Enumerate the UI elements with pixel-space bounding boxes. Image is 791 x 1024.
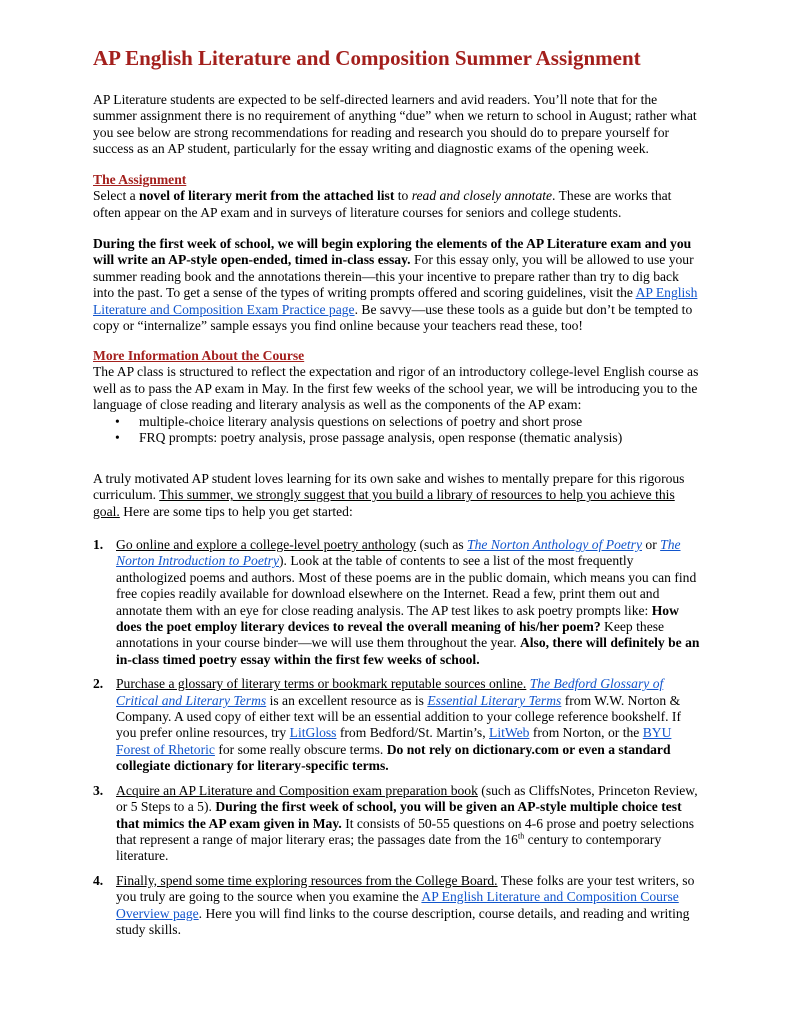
page-title: AP English Literature and Composition Summer Assignment — [93, 46, 641, 70]
tip-item-4: 4. Finally, spend some time exploring resources from the College Board. These folks are your test writers, so you truly are going to the source when you examine the AP English Literature and Composition Course Overview page. Here you will find links to the course description, course details, and reading and writing study skills. — [93, 872, 695, 937]
exam-components-list — [93, 414, 701, 447]
byu-forest-of-rhetoric-link[interactable]: BYU Forest of Rhetoric — [116, 725, 672, 757]
list-number: 3. — [93, 782, 104, 798]
list-number: 1. — [93, 537, 104, 552]
bullet-icon: • — [115, 430, 120, 446]
bedford-glossary-link[interactable]: The Bedford Glossary of Critical and Literary Terms — [116, 676, 664, 708]
list-item: • FRQ prompts: poetry analysis, prose passage analysis, open response (thematic analysis) — [115, 430, 623, 446]
course-overview-link[interactable]: AP English Literature and Composition Course Overview page — [116, 889, 679, 921]
list-number: 4. — [93, 872, 104, 888]
essay-paragraph: During the first week of school, we will begin exploring the elements of the AP Literature exam and you will write an AP-style open-ended, timed in-class essay. For this essay only, you will be allowed to use your summer reading book and the annotations therein—this your incentive to prepare rather than try to dig back into the past. To get a sense of the types of writing prompts offered and scoring guidelines, visit the AP English Literature and Composition Exam Practice page. Be savvy—use these tools as a guide but don’t be tempted to copy or “internalize” sample essays you find online because your teachers read these, too! — [93, 236, 698, 334]
litweb-link[interactable]: LitWeb — [489, 725, 530, 741]
bullet-icon: • — [115, 413, 120, 429]
tip-item-1: 1. Go online and explore a college-level poetry anthology (such as The Norton Anthology of Poetry or The Norton Introduction to Poetry). Look at the table of contents to see a list of the most frequently anthologized poems and authors. Most of these poems are in the public domain, which means you can find free copies readily available for download elsewhere on the Internet. Read a few, print them out and annotate them with an eye for close reading analysis. The AP test likes to ask poetry prompts like: How does the poet employ literary devices to reveal the overall meaning of his/her poem? Keep these annotations in your course binder—we will use them throughout the year. Also, there will definitely be an in-class timed poetry essay within the first few weeks of school. — [93, 537, 700, 667]
norton-introduction-link[interactable]: The Norton Introduction to Poetry — [116, 537, 681, 569]
essential-literary-terms-link[interactable]: Essential Literary Terms — [427, 692, 562, 708]
more-info-section — [93, 348, 701, 446]
assignment-section — [93, 172, 701, 221]
norton-anthology-link[interactable]: The Norton Anthology of Poetry — [467, 537, 643, 552]
intro-paragraph: AP Literature students are expected to be self-directed learners and avid readers. You’ll note that for the summer assignment there is no requirement of anything “due” when we return to school in August; rather what you see below are strong recommendations for reading and research you should do to prepare yourself for success as an AP student, particularly for the essay writing and diagnostic exams of the opening week. — [93, 92, 697, 157]
list-item: • multiple-choice literary analysis questions on selections of poetry and short prose — [115, 413, 583, 429]
tip-item-3: 3. Acquire an AP Literature and Composition exam preparation book (such as CliffsNotes, Princeton Review, or 5 Steps to a 5). During the first week of school, you will be given an AP-style multiple choice test that mimics the AP exam given in May. It consists of 50-55 questions on 4-6 prose and poetry selections that represent a range of major literary eras; the passages date from the 16th century to contemporary literature. — [93, 782, 698, 864]
motivation-paragraph: A truly motivated AP student loves learning for its own sake and wishes to mentally prepare for this rigorous curriculum. This summer, we strongly suggest that you build a library of resources to help you achieve this goal. Here are some tips to help you get started: — [93, 471, 685, 519]
list-number: 2. — [93, 676, 104, 692]
more-info-heading: More Information About the Course — [93, 348, 305, 363]
assignment-paragraph: Select a novel of literary merit from the attached list to read and closely annotate. These are works that often appear on the AP exam and in surveys of literature courses for seniors and college students. — [93, 188, 672, 220]
tip-item-2: 2. Purchase a glossary of literary terms or bookmark reputable sources online. The Bedford Glossary of Critical and Literary Terms is an excellent resource as is Essential Literary Terms from W.W. Norton & Company. A used copy of either text will be an essential addition to your college reference bookshelf. If you prefer online resources, try LitGloss from Bedford/St. Martin’s, LitWeb from Norton, or the BYU Forest of Rhetoric for some really obscure terms. Do not rely on dictionary.com or even a standard collegiate dictionary for literary-specific terms. — [93, 676, 681, 774]
litgloss-link[interactable]: LitGloss — [289, 725, 337, 741]
assignment-heading: The Assignment — [93, 172, 187, 187]
exam-practice-link[interactable]: AP English Literature and Composition Exam Practice page — [93, 285, 698, 317]
more-info-paragraph: The AP class is structured to reflect the expectation and rigor of an introductory college-level English course as well as to pass the AP exam in May. In the first few weeks of the school year, we will be introducing you to the language of close reading and literary analysis as well as the components of the AP exam: — [93, 364, 699, 413]
tips-list — [93, 537, 701, 946]
